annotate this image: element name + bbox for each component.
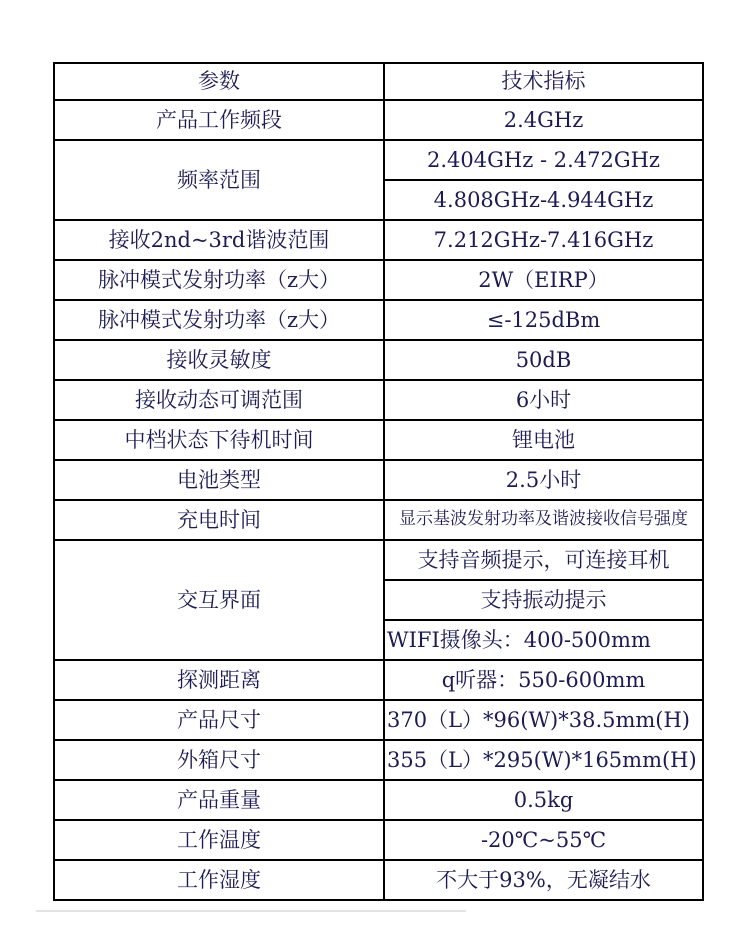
param-cell: 探测距离 xyxy=(54,660,384,700)
value-cell: 2.4GHz xyxy=(384,100,703,140)
param-cell: 接收动态可调范围 xyxy=(54,380,384,420)
value-cell: 355（L）*295(W)*165mm(H) xyxy=(384,740,703,780)
value-cell: 不大于93%，无凝结水 xyxy=(384,860,703,900)
table-row xyxy=(54,300,703,340)
table-row xyxy=(54,740,703,780)
table-row xyxy=(54,100,703,140)
table-row xyxy=(54,780,703,820)
value-cell: 支持音频提示，可连接耳机 xyxy=(384,540,703,580)
table-row xyxy=(54,220,703,260)
param-cell: 外箱尺寸 xyxy=(54,740,384,780)
value-cell: 2W（EIRP） xyxy=(384,260,703,300)
value-cell: WIFI摄像头：400-500mm xyxy=(384,620,703,660)
param-cell: 接收灵敏度 xyxy=(54,340,384,380)
value-cell: 2.404GHz - 2.472GHz xyxy=(384,140,703,180)
param-cell: 工作温度 xyxy=(54,820,384,860)
value-cell: -20℃~55℃ xyxy=(384,820,703,860)
param-cell: 接收2nd~3rd谐波范围 xyxy=(54,220,384,260)
value-cell: 7.212GHz-7.416GHz xyxy=(384,220,703,260)
param-cell: 产品尺寸 xyxy=(54,700,384,740)
table-row xyxy=(54,540,703,580)
header-spec: 技术指标 xyxy=(384,63,703,100)
value-cell: 0.5kg xyxy=(384,780,703,820)
value-cell: 显示基波发射功率及谐波接收信号强度 xyxy=(384,500,703,540)
header-param: 参数 xyxy=(54,63,384,100)
value-cell: 6小时 xyxy=(384,380,703,420)
table-row xyxy=(54,460,703,500)
table-row xyxy=(54,380,703,420)
value-cell: 4.808GHz-4.944GHz xyxy=(384,180,703,220)
param-cell: 交互界面 xyxy=(54,540,384,660)
value-cell: 2.5小时 xyxy=(384,460,703,500)
table-row xyxy=(54,700,703,740)
table-row xyxy=(54,260,703,300)
table-row xyxy=(54,860,703,900)
param-cell: 工作湿度 xyxy=(54,860,384,900)
value-cell: 370（L）*96(W)*38.5mm(H) xyxy=(384,700,703,740)
table-row xyxy=(54,820,703,860)
value-cell: 50dB xyxy=(384,340,703,380)
scan-artifact-line xyxy=(36,910,466,912)
param-cell: 产品工作频段 xyxy=(54,100,384,140)
param-cell: 频率范围 xyxy=(54,140,384,220)
param-cell: 充电时间 xyxy=(54,500,384,540)
value-cell: q听器：550-600mm xyxy=(384,660,703,700)
table-row xyxy=(54,660,703,700)
param-cell: 中档状态下待机时间 xyxy=(54,420,384,460)
table-row xyxy=(54,140,703,180)
table-row xyxy=(54,63,703,100)
value-cell: 支持振动提示 xyxy=(384,580,703,620)
table-row xyxy=(54,420,703,460)
param-cell: 脉冲模式发射功率（z大） xyxy=(54,260,384,300)
param-cell: 产品重量 xyxy=(54,780,384,820)
table-row xyxy=(54,340,703,380)
param-cell: 电池类型 xyxy=(54,460,384,500)
spec-table xyxy=(53,62,704,901)
param-cell: 脉冲模式发射功率（z大） xyxy=(54,300,384,340)
table-row xyxy=(54,500,703,540)
value-cell: 锂电池 xyxy=(384,420,703,460)
value-cell: ≤-125dBm xyxy=(384,300,703,340)
